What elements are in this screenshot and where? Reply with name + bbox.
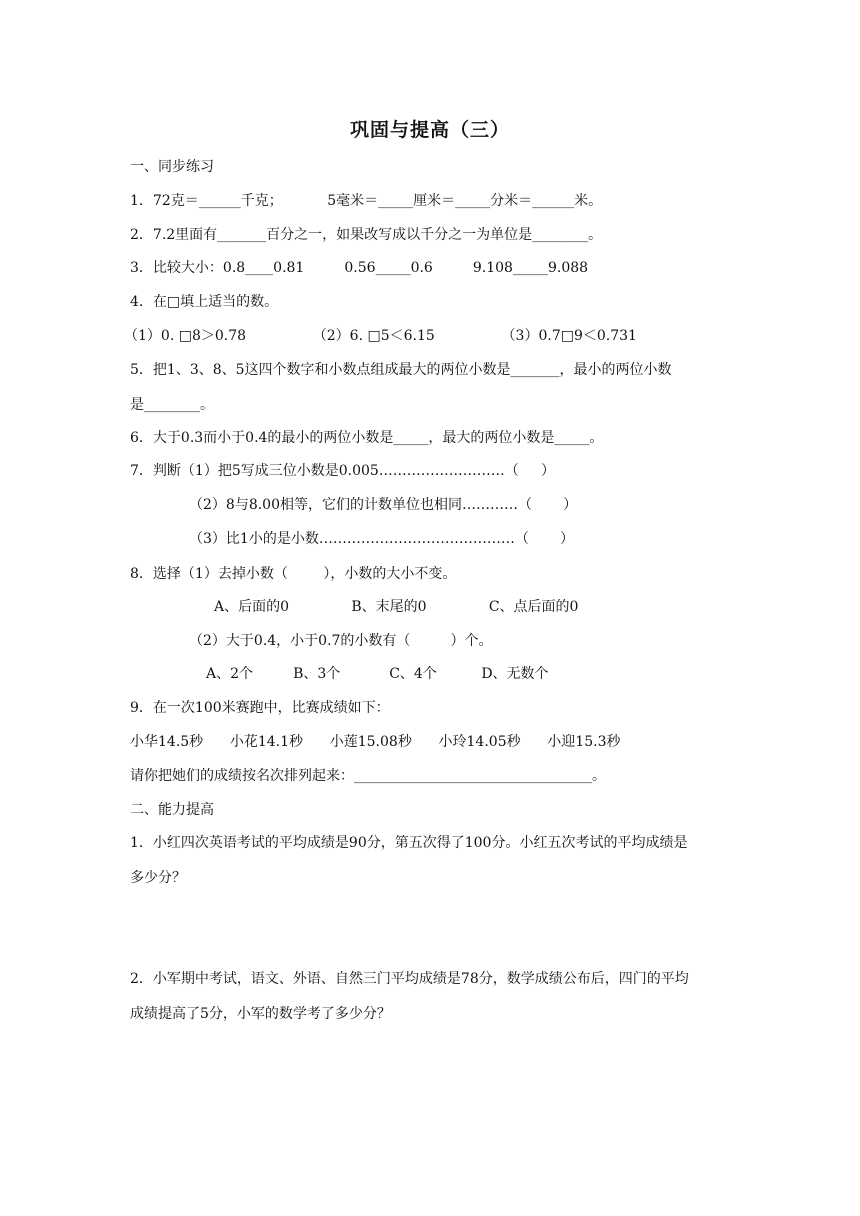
section-heading-sync-practice: 一、同步练习	[130, 159, 214, 175]
question-4: 4．在□填上适当的数。	[130, 294, 279, 310]
question-8-part-1-options: A、后面的0 B、末尾的0 C、点后面的0	[214, 599, 579, 615]
section-heading-ability: 二、能力提高	[130, 802, 214, 818]
question-1: 1．72克＝______千克； 5毫米＝_____厘米＝_____分米＝______米。	[130, 193, 603, 209]
ability-question-2: 2．小军期中考试，语文、外语、自然三门平均成绩是78分，数学成绩公布后，四门的平均	[130, 971, 689, 987]
question-5: 5．把1、3、8、5这四个数字和小数点组成最大的两位小数是_______，最小的两位小数	[130, 362, 672, 378]
page-title: 巩固与提高（三）	[349, 119, 510, 141]
question-5-continued: 是________。	[130, 397, 214, 413]
question-3: 3．比较大小：0.8____0.81 0.56_____0.6 9.108_____9.088	[130, 260, 589, 276]
question-7-part-2: （2）8与8.00相等，它们的计数单位也相同…………（ ）	[189, 497, 578, 513]
ability-question-2-continued: 成绩提高了5分，小军的数学考了多少分？	[130, 1006, 391, 1022]
question-8-part-2-options: A、2个 B、3个 C、4个 D、无数个	[206, 666, 549, 682]
question-4-parts: （1）0. □8＞0.78 （2）6. □5＜6.15 （3）0.7□9＜0.731	[124, 328, 637, 344]
ability-question-1: 1．小红四次英语考试的平均成绩是90分，第五次得了100分。小红五次考试的平均成绩是	[130, 835, 688, 851]
question-2: 2．7.2里面有_______百分之一，如果改写成以千分之一为单位是________。	[130, 227, 603, 243]
ability-question-1-continued: 多少分？	[130, 870, 186, 886]
question-7-part-1: 7．判断（1）把5写成三位小数是0.005………………………（ ）	[130, 463, 556, 479]
question-8-part-1: 8．选择（1）去掉小数（ ），小数的大小不变。	[130, 566, 457, 582]
question-9: 9．在一次100米赛跑中，比赛成绩如下：	[130, 700, 390, 716]
question-7-part-3: （3）比1小的是小数……………………………………（ ）	[189, 531, 574, 547]
question-9-answer-line: 请你把她们的成绩按名次排列起来：__________________________________。	[130, 768, 606, 784]
question-8-part-2: （2）大于0.4，小于0.7的小数有（ ）个。	[189, 633, 493, 649]
question-6: 6．大于0.3而小于0.4的最小的两位小数是_____，最大的两位小数是_____。	[130, 430, 604, 446]
question-9-results: 小华14.5秒 小花14.1秒 小莲15.08秒 小玲14.05秒 小迎15.3秒	[130, 734, 621, 750]
